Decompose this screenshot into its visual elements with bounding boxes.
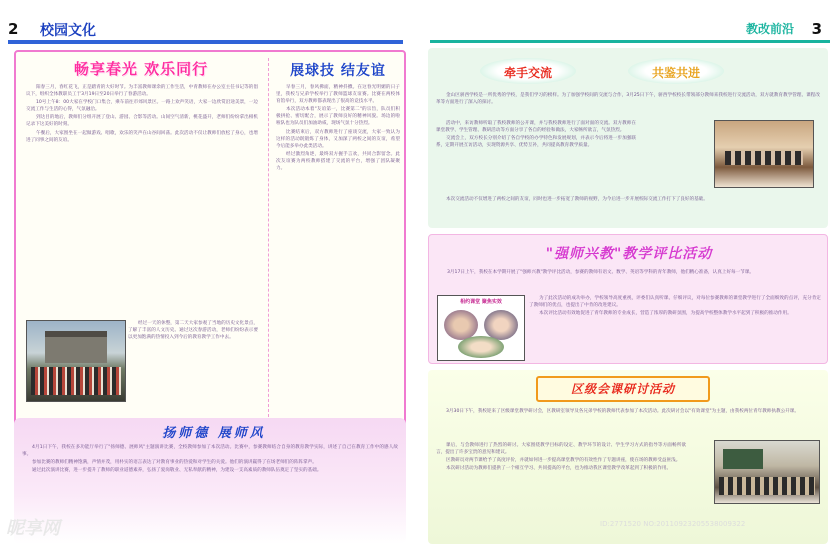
evaluation-body-top xyxy=(437,269,821,277)
evaluation-photo-collage xyxy=(437,295,525,361)
exchange-paragraph: 金山区骈西学校是一所优秀的学校，是我们学习的榜样。为了加强学校间的交流与合作，3月25日下午，骈西学校校长带领部分教师来我校进行交流活动，双方就教育教学管理、课程改革等方面进行了深入的探讨。 xyxy=(436,93,820,106)
teacher-ethics-body xyxy=(22,444,398,475)
seminar-paragraph: 课后，与会教师进行了热烈的研讨。大家围绕教学目标的设定、教学环节的设计、学生学习方式的指导等方面畅所欲言，提出了许多宝贵的意见和建议。 xyxy=(436,443,686,456)
seminar-title: 区级会课研讨活动 xyxy=(570,382,675,396)
evaluation-title: "强师兴教"教学评比活动 xyxy=(545,246,713,262)
ball-paragraph: 本次活动本着"友谊第一，比赛第二"的宗旨，队员们积极拼抢、密切配合，展示了教师良好的精神风貌。场边的啦啦队也为队员们加油助威，现场气氛十分热烈。 xyxy=(276,107,400,127)
evaluation-paragraph: 本次评比活动有效地促进了青年教师的专业成长，营造了浓厚的教研氛围，为提高学校整体教学水平起到了积极的推动作用。 xyxy=(539,311,792,317)
spring-paragraph: 阳春三月，春红花飞，正是踏青的大好时节。为丰富教师课余的工作生活，中青教师在办公室主任书记等的倡议下，组织全体教职员工于3月19日至20日举行了春游活动。 xyxy=(26,85,258,98)
spring-group-photo xyxy=(26,320,126,402)
collage-photo-2 xyxy=(484,310,518,340)
exchange-paragraph: 交流会上，双方校长分别介绍了各自学校的办学特色和发展规划，并表示今后将进一步加强联系，定期开展互访活动，实现资源共享、优势互补，共同提高教育教学质量。 xyxy=(436,136,636,149)
exchange-paragraph: 本次交流活动不仅增进了两校之间的友谊，同时也进一步拓宽了教师的视野，为今后进一步开展校际交流工作打下了良好的基础。 xyxy=(446,197,708,202)
column-divider xyxy=(268,58,269,422)
exchange-body-top xyxy=(436,92,820,107)
exchange-title-right: 共鉴共进 xyxy=(651,66,700,80)
seminar-body-middle xyxy=(436,442,686,473)
spring-article-body-continued xyxy=(128,320,258,342)
left-section-title: 校园文化 xyxy=(40,23,96,39)
seminar-body-top xyxy=(436,408,820,416)
collage-photo-1 xyxy=(444,310,478,340)
seminar-paragraph: 区教研员对两节课给予了高度评价，并就如何进一步提高课堂教学的有效性作了专题讲座，使在场的教师受益匪浅。 xyxy=(446,458,681,464)
crowd-shape xyxy=(31,367,121,395)
students-shape xyxy=(719,477,815,495)
spring-paragraph: 经过一天的休整，第二天大家参观了当地的历史文化景点，了解了丰富的人文历史。通过这次春游活动，老师们纷纷表示要以更加饱满的热情投入到今后的教育教学工作中去。 xyxy=(128,321,258,341)
gate-shape xyxy=(45,331,107,363)
seminar-classroom-photo xyxy=(714,440,820,504)
seminar-paragraph: 本次研讨活动为教师们提供了一个相互学习、共同提高的平台，也为推动我区课堂教学改革起到了积极的作用。 xyxy=(446,466,672,472)
left-header-rule xyxy=(8,40,403,44)
spring-paragraph: 午餐后，大家围坐在一起做游戏、唱歌，欢乐的笑声在山谷间回荡。此次活动不仅让教师们放松了身心，也增进了同事之间的友谊。 xyxy=(26,130,258,143)
seminar-panel xyxy=(428,370,828,544)
ball-article-body xyxy=(276,84,400,173)
watermark-id: ID:2771520 NO:20110923205538009322 xyxy=(600,520,746,528)
collage-photo-3 xyxy=(458,336,504,358)
right-page-number: 3 xyxy=(811,20,822,38)
evaluation-paragraph: 为了此次活动的成功举办，学校领导高度重视，评委们认真听课、仔细评议，对每位参赛教师的课堂教学进行了全面细致的点评，充分肯定了教师们的优点，也提出了中肯的改进建议。 xyxy=(529,296,821,309)
left-feature-frame xyxy=(14,50,406,428)
right-header-rule xyxy=(430,40,830,43)
spring-paragraph: 10号上午8：00大家在学校门口集合，乘车前往市郊风景区。一路上欢声笑语，大家一边欣赏沿途美景，一边交流工作与生活的心得，气氛融洽。 xyxy=(26,100,258,113)
evaluation-body-bottom xyxy=(529,295,821,318)
teacher-ethics-title: 扬师德 展师风 xyxy=(162,426,266,441)
teacher-paragraph: 通过此次演讲比赛，进一步提升了教师的职业道德素养，弘扬了爱岗敬业、无私奉献的精神，为建设一支高素质的教师队伍奠定了坚实的基础。 xyxy=(32,468,322,474)
evaluation-paragraph: 3月17日上午，我校在本学期开展了"强师兴教"教学评比活动，参赛的教师有语文、数学、英语等学科的青年教师，他们精心准备，认真上好每一节课。 xyxy=(447,270,755,275)
teacher-paragraph: 参加比赛的教师们精神饱满，声情并茂，用朴实的语言表达了对教育事业的热爱和对学生的关爱。他们的演讲赢得了在场老师们的阵阵掌声。 xyxy=(32,460,317,466)
exchange-meeting-photo xyxy=(714,120,814,188)
exchange-body-bottom xyxy=(436,196,820,204)
exchange-body-middle xyxy=(436,120,636,150)
exchange-panel xyxy=(428,48,828,228)
right-section-title: 教改前沿 xyxy=(745,22,794,36)
seminar-paragraph: 3月30日下午，我校迎来了区级课堂教学研讨会，区教研室领导及各兄弟学校的教师代表参加了本次活动。此次研讨会以"有效课堂"为主题，由我校两位青年教师执教公开课。 xyxy=(446,409,799,414)
ball-paragraph: 早春三月，春风拂面，精神抖擞。在这春光明媚的日子里，我校与兄弟学校举行了教师篮球友谊赛。比赛在两校体育馆举行，双方教师都表现出了很高的竞技水平。 xyxy=(276,85,400,105)
spring-paragraph: 到达目的地后，教师们分组开展了登山、游园、合影等活动。山间空气清新，桃花盛开，老师们纷纷拿出相机记录下这美好的时刻。 xyxy=(26,115,258,128)
ball-paragraph: 经过激烈角逐，最终双方握手言欢，共同合影留念。此次友谊赛为两校教师搭建了交流的平台，增强了团队凝聚力。 xyxy=(276,151,400,172)
teacher-paragraph: 4月1日下午，我校在多功能厅举行了"扬师德、展师风"主题演讲比赛，全校教师参加了本次活动。比赛中，参赛教师结合自身的教育教学实际，讲述了自己在教育工作中的感人故事。 xyxy=(22,445,398,458)
ball-paragraph: 比赛结束后，双方教师进行了座谈交流，大家一致认为这样的活动既锻炼了身体，又加深了两校之间的友谊，希望今后能多举办此类活动。 xyxy=(276,129,400,149)
watermark-brand: 昵享网 xyxy=(6,518,60,539)
spring-article-title: 畅享春光 欢乐同行 xyxy=(73,60,209,78)
evaluation-panel xyxy=(428,234,828,364)
left-page-number: 2 xyxy=(8,20,19,38)
teacher-ethics-panel xyxy=(14,418,406,544)
exchange-title-left: 牵手交流 xyxy=(503,66,552,80)
meeting-people-shape xyxy=(725,151,803,165)
blackboard-shape xyxy=(723,449,763,469)
exchange-paragraph: 活动中，来访教师听取了我校教师的公开课，并与我校教师进行了面对面的交流。双方教师在课堂教学、学生管理、教研活动等方面分享了各自的经验和做法，大家畅所欲言，气氛热烈。 xyxy=(436,121,636,134)
spring-article-body xyxy=(26,84,258,145)
evaluation-photo-caption: 相约课堂 聚焦实效 xyxy=(460,299,502,305)
ball-article-title: 展球技 结友谊 xyxy=(290,63,386,79)
